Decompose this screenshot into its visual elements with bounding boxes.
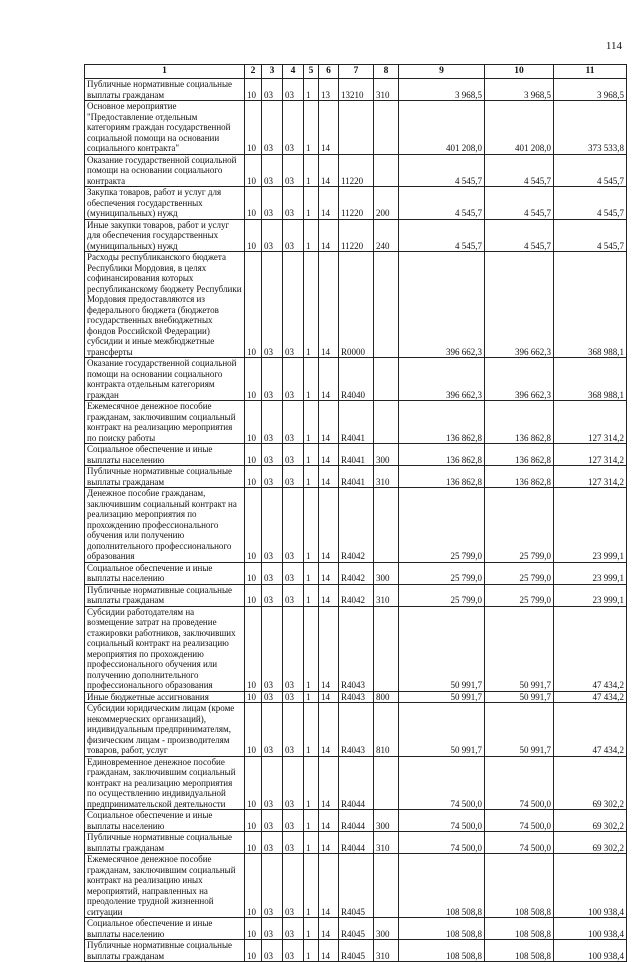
amount-col10-cell: 50 991,7 (485, 703, 554, 757)
amount-col11-cell: 127 314,2 (554, 466, 627, 488)
subsection-code-cell: 03 (262, 101, 283, 155)
col-header: 5 (304, 65, 319, 79)
row-name-cell: Расходы республиканского бюджета Республики Мордовия, в целях софинансирования которых республиканскому бюджету Республики Мордовия предоставляются из федерального бюджета (бюджетов государственных внебюджетных фондов Российской Федерации) субсидии и иные межбюджетные трансферты (85, 252, 245, 358)
program-code-cell: 03 (283, 832, 304, 854)
amount-col10-cell: 396 662,3 (485, 252, 554, 358)
table-row (85, 584, 627, 606)
subprogram-code-cell: 1 (304, 79, 319, 101)
program-code-cell: 03 (283, 401, 304, 444)
subprogram-code-cell: 1 (304, 940, 319, 962)
amount-col10-cell: 4 545,7 (485, 219, 554, 252)
subprogram-code-cell: 1 (304, 918, 319, 940)
section-code-cell: 10 (245, 606, 262, 691)
amount-col11-cell: 47 434,2 (554, 606, 627, 691)
subprogram-code-cell: 1 (304, 703, 319, 757)
amount-col9-cell: 50 991,7 (399, 606, 485, 691)
target-item-code-cell: R4044 (339, 832, 374, 854)
table-row (85, 756, 627, 810)
program-code-cell: 03 (283, 918, 304, 940)
subsection-code-cell: 03 (262, 918, 283, 940)
amount-col9-cell: 401 208,0 (399, 101, 485, 155)
activity-code-cell: 14 (319, 854, 339, 918)
activity-code-cell: 14 (319, 756, 339, 810)
subsection-code-cell: 03 (262, 940, 283, 962)
subprogram-code-cell: 1 (304, 691, 319, 703)
program-code-cell: 03 (283, 187, 304, 220)
section-code-cell: 10 (245, 854, 262, 918)
table-row (85, 488, 627, 563)
table-body (85, 79, 627, 962)
amount-col9-cell: 25 799,0 (399, 488, 485, 563)
row-name-cell: Социальное обеспечение и иные выплаты населению (85, 444, 245, 466)
table-row (85, 466, 627, 488)
expense-type-code-cell: 310 (374, 584, 399, 606)
amount-col11-cell: 368 988,1 (554, 358, 627, 401)
amount-col9-cell: 50 991,7 (399, 691, 485, 703)
amount-col9-cell: 396 662,3 (399, 252, 485, 358)
subsection-code-cell: 03 (262, 488, 283, 563)
subsection-code-cell: 03 (262, 606, 283, 691)
target-item-code-cell: R4042 (339, 488, 374, 563)
target-item-code-cell: R0000 (339, 252, 374, 358)
section-code-cell: 10 (245, 444, 262, 466)
amount-col11-cell: 69 302,2 (554, 832, 627, 854)
amount-col10-cell: 74 500,0 (485, 810, 554, 832)
amount-col10-cell: 25 799,0 (485, 488, 554, 563)
target-item-code-cell (339, 101, 374, 155)
subprogram-code-cell: 1 (304, 810, 319, 832)
activity-code-cell: 14 (319, 703, 339, 757)
amount-col11-cell: 4 545,7 (554, 219, 627, 252)
expense-type-code-cell: 300 (374, 562, 399, 584)
amount-col9-cell: 4 545,7 (399, 219, 485, 252)
col-header: 2 (245, 65, 262, 79)
section-code-cell: 10 (245, 691, 262, 703)
amount-col9-cell: 4 545,7 (399, 154, 485, 187)
activity-code-cell: 14 (319, 401, 339, 444)
section-code-cell: 10 (245, 79, 262, 101)
table-row (85, 187, 627, 220)
section-code-cell: 10 (245, 252, 262, 358)
col-header: 1 (85, 65, 245, 79)
expense-type-code-cell: 310 (374, 832, 399, 854)
amount-col9-cell: 4 545,7 (399, 187, 485, 220)
amount-col9-cell: 74 500,0 (399, 810, 485, 832)
section-code-cell: 10 (245, 832, 262, 854)
col-header: 8 (374, 65, 399, 79)
amount-col9-cell: 396 662,3 (399, 358, 485, 401)
program-code-cell: 03 (283, 444, 304, 466)
subprogram-code-cell: 1 (304, 584, 319, 606)
expense-type-code-cell (374, 854, 399, 918)
activity-code-cell: 14 (319, 606, 339, 691)
subsection-code-cell: 03 (262, 444, 283, 466)
amount-col9-cell: 136 862,8 (399, 466, 485, 488)
expense-type-code-cell (374, 154, 399, 187)
table-row (85, 703, 627, 757)
table-row (85, 691, 627, 703)
program-code-cell: 03 (283, 691, 304, 703)
amount-col9-cell: 25 799,0 (399, 562, 485, 584)
program-code-cell: 03 (283, 358, 304, 401)
row-name-cell: Основное мероприятие "Предоставление отдельным категориям граждан государственной социальной помощи на основании социального контракта" (85, 101, 245, 155)
section-code-cell: 10 (245, 358, 262, 401)
program-code-cell: 03 (283, 562, 304, 584)
table-row (85, 358, 627, 401)
amount-col10-cell: 74 500,0 (485, 832, 554, 854)
section-code-cell: 10 (245, 810, 262, 832)
table-row (85, 918, 627, 940)
section-code-cell: 10 (245, 219, 262, 252)
row-name-cell: Оказание государственной социальной помощи на основании социального контракта отдельным категориям граждан (85, 358, 245, 401)
col-header: 10 (485, 65, 554, 79)
subsection-code-cell: 03 (262, 79, 283, 101)
subprogram-code-cell: 1 (304, 832, 319, 854)
program-code-cell: 03 (283, 703, 304, 757)
table-row (85, 940, 627, 962)
activity-code-cell: 14 (319, 444, 339, 466)
expense-type-code-cell: 240 (374, 219, 399, 252)
activity-code-cell: 14 (319, 358, 339, 401)
table-row (85, 444, 627, 466)
target-item-code-cell: R4045 (339, 918, 374, 940)
table-row (85, 810, 627, 832)
amount-col11-cell: 23 999,1 (554, 488, 627, 563)
expense-type-code-cell (374, 488, 399, 563)
row-name-cell: Публичные нормативные социальные выплаты гражданам (85, 466, 245, 488)
program-code-cell: 03 (283, 219, 304, 252)
amount-col11-cell: 368 988,1 (554, 252, 627, 358)
program-code-cell: 03 (283, 940, 304, 962)
subprogram-code-cell: 1 (304, 488, 319, 563)
amount-col10-cell: 401 208,0 (485, 101, 554, 155)
amount-col11-cell: 4 545,7 (554, 154, 627, 187)
amount-col10-cell: 108 508,8 (485, 918, 554, 940)
target-item-code-cell: R4041 (339, 466, 374, 488)
subsection-code-cell: 03 (262, 252, 283, 358)
row-name-cell: Социальное обеспечение и иные выплаты населению (85, 562, 245, 584)
amount-col11-cell: 100 938,4 (554, 940, 627, 962)
subsection-code-cell: 03 (262, 466, 283, 488)
amount-col10-cell: 25 799,0 (485, 584, 554, 606)
subsection-code-cell: 03 (262, 562, 283, 584)
subprogram-code-cell: 1 (304, 854, 319, 918)
activity-code-cell: 14 (319, 940, 339, 962)
expense-type-code-cell (374, 252, 399, 358)
amount-col10-cell: 50 991,7 (485, 691, 554, 703)
row-name-cell: Социальное обеспечение и иные выплаты населению (85, 918, 245, 940)
program-code-cell: 03 (283, 154, 304, 187)
expense-type-code-cell (374, 756, 399, 810)
table-row (85, 606, 627, 691)
page-number: 114 (605, 40, 622, 52)
activity-code-cell: 14 (319, 219, 339, 252)
expense-type-code-cell: 810 (374, 703, 399, 757)
program-code-cell: 03 (283, 252, 304, 358)
activity-code-cell: 14 (319, 691, 339, 703)
program-code-cell: 03 (283, 606, 304, 691)
section-code-cell: 10 (245, 154, 262, 187)
subprogram-code-cell: 1 (304, 606, 319, 691)
subprogram-code-cell: 1 (304, 252, 319, 358)
subsection-code-cell: 03 (262, 756, 283, 810)
subprogram-code-cell: 1 (304, 466, 319, 488)
expense-type-code-cell: 200 (374, 187, 399, 220)
subprogram-code-cell: 1 (304, 444, 319, 466)
expense-type-code-cell: 300 (374, 810, 399, 832)
program-code-cell: 03 (283, 584, 304, 606)
row-name-cell: Ежемесячное денежное пособие гражданам, заключившим социальный контракт на реализацию иных мероприятий, направленных на преодоление трудной жизненной ситуации (85, 854, 245, 918)
amount-col11-cell: 47 434,2 (554, 703, 627, 757)
section-code-cell: 10 (245, 918, 262, 940)
amount-col11-cell: 47 434,2 (554, 691, 627, 703)
section-code-cell: 10 (245, 756, 262, 810)
amount-col10-cell: 136 862,8 (485, 444, 554, 466)
row-name-cell: Ежемесячное денежное пособие гражданам, заключившим социальный контракт на реализацию мероприятия по поиску работы (85, 401, 245, 444)
expense-type-code-cell: 310 (374, 79, 399, 101)
row-name-cell: Иные бюджетные ассигнования (85, 691, 245, 703)
subprogram-code-cell: 1 (304, 562, 319, 584)
col-header: 9 (399, 65, 485, 79)
table-row (85, 401, 627, 444)
amount-col9-cell: 108 508,8 (399, 918, 485, 940)
subsection-code-cell: 03 (262, 187, 283, 220)
row-name-cell: Закупка товаров, работ и услуг для обеспечения государственных (муниципальных) нужд (85, 187, 245, 220)
expense-type-code-cell (374, 358, 399, 401)
amount-col9-cell: 50 991,7 (399, 703, 485, 757)
amount-col11-cell: 23 999,1 (554, 562, 627, 584)
section-code-cell: 10 (245, 187, 262, 220)
activity-code-cell: 14 (319, 252, 339, 358)
amount-col10-cell: 108 508,8 (485, 854, 554, 918)
row-name-cell: Публичные нормативные социальные выплаты гражданам (85, 940, 245, 962)
amount-col10-cell: 50 991,7 (485, 606, 554, 691)
target-item-code-cell: R4043 (339, 606, 374, 691)
expense-type-code-cell (374, 101, 399, 155)
amount-col10-cell: 136 862,8 (485, 401, 554, 444)
amount-col9-cell: 74 500,0 (399, 832, 485, 854)
table-row (85, 154, 627, 187)
target-item-code-cell: R4045 (339, 854, 374, 918)
col-header: 4 (283, 65, 304, 79)
row-name-cell: Публичные нормативные социальные выплаты гражданам (85, 584, 245, 606)
expense-type-code-cell: 310 (374, 466, 399, 488)
table-row (85, 101, 627, 155)
amount-col9-cell: 74 500,0 (399, 756, 485, 810)
section-code-cell: 10 (245, 562, 262, 584)
target-item-code-cell: R4044 (339, 810, 374, 832)
amount-col9-cell: 108 508,8 (399, 854, 485, 918)
activity-code-cell: 14 (319, 154, 339, 187)
program-code-cell: 03 (283, 810, 304, 832)
amount-col10-cell: 3 968,5 (485, 79, 554, 101)
subsection-code-cell: 03 (262, 401, 283, 444)
section-code-cell: 10 (245, 466, 262, 488)
amount-col11-cell: 4 545,7 (554, 187, 627, 220)
table-row (85, 562, 627, 584)
row-name-cell: Социальное обеспечение и иные выплаты населению (85, 810, 245, 832)
row-name-cell: Субсидии юридическим лицам (кроме некоммерческих организаций), индивидуальным предпринимателям, физическим лицам - производителям товаров, работ, услуг (85, 703, 245, 757)
target-item-code-cell: R4041 (339, 444, 374, 466)
row-name-cell: Иные закупки товаров, работ и услуг для обеспечения государственных (муниципальных) нужд (85, 219, 245, 252)
section-code-cell: 10 (245, 401, 262, 444)
row-name-cell: Субсидии работодателям на возмещение затрат на проведение стажировки работников, заключивших социальный контракт на реализацию мероприятия по прохождению профессионального обучения или получению дополнительного профессионального образования (85, 606, 245, 691)
target-item-code-cell: 11220 (339, 154, 374, 187)
table-row (85, 854, 627, 918)
col-header: 3 (262, 65, 283, 79)
table-row (85, 219, 627, 252)
table-row (85, 832, 627, 854)
subsection-code-cell: 03 (262, 832, 283, 854)
section-code-cell: 10 (245, 703, 262, 757)
subsection-code-cell: 03 (262, 703, 283, 757)
expense-type-code-cell: 300 (374, 444, 399, 466)
subprogram-code-cell: 1 (304, 756, 319, 810)
target-item-code-cell: R4045 (339, 940, 374, 962)
section-code-cell: 10 (245, 940, 262, 962)
target-item-code-cell: 11220 (339, 219, 374, 252)
expense-type-code-cell (374, 401, 399, 444)
subsection-code-cell: 03 (262, 219, 283, 252)
row-name-cell: Публичные нормативные социальные выплаты гражданам (85, 832, 245, 854)
amount-col9-cell: 108 508,8 (399, 940, 485, 962)
amount-col10-cell: 25 799,0 (485, 562, 554, 584)
row-name-cell: Оказание государственной социальной помощи на основании социального контракта (85, 154, 245, 187)
col-header: 7 (339, 65, 374, 79)
subprogram-code-cell: 1 (304, 187, 319, 220)
amount-col10-cell: 136 862,8 (485, 466, 554, 488)
amount-col11-cell: 3 968,5 (554, 79, 627, 101)
amount-col11-cell: 100 938,4 (554, 918, 627, 940)
amount-col11-cell: 127 314,2 (554, 444, 627, 466)
row-name-cell: Денежное пособие гражданам, заключившим социальный контракт на реализацию мероприятия по прохождению профессионального обучения или получению дополнительного профессионального образования (85, 488, 245, 563)
target-item-code-cell: R4044 (339, 756, 374, 810)
program-code-cell: 03 (283, 756, 304, 810)
amount-col11-cell: 23 999,1 (554, 584, 627, 606)
subsection-code-cell: 03 (262, 810, 283, 832)
activity-code-cell: 14 (319, 466, 339, 488)
target-item-code-cell: R4043 (339, 691, 374, 703)
col-header: 6 (319, 65, 339, 79)
activity-code-cell: 14 (319, 562, 339, 584)
amount-col9-cell: 136 862,8 (399, 444, 485, 466)
amount-col11-cell: 69 302,2 (554, 756, 627, 810)
subsection-code-cell: 03 (262, 691, 283, 703)
activity-code-cell: 14 (319, 101, 339, 155)
activity-code-cell: 14 (319, 187, 339, 220)
program-code-cell: 03 (283, 79, 304, 101)
table-row (85, 252, 627, 358)
expense-type-code-cell: 310 (374, 940, 399, 962)
col-header: 11 (554, 65, 627, 79)
amount-col10-cell: 396 662,3 (485, 358, 554, 401)
target-item-code-cell: R4041 (339, 401, 374, 444)
activity-code-cell: 14 (319, 918, 339, 940)
program-code-cell: 03 (283, 488, 304, 563)
program-code-cell: 03 (283, 466, 304, 488)
program-code-cell: 03 (283, 854, 304, 918)
amount-col10-cell: 4 545,7 (485, 154, 554, 187)
amount-col11-cell: 100 938,4 (554, 854, 627, 918)
amount-col10-cell: 108 508,8 (485, 940, 554, 962)
amount-col9-cell: 136 862,8 (399, 401, 485, 444)
section-code-cell: 10 (245, 101, 262, 155)
row-name-cell: Единовременное денежное пособие гражданам, заключившим социальный контракт на реализацию мероприятия по осуществлению индивидуальной предпринимательской деятельности (85, 756, 245, 810)
program-code-cell: 03 (283, 101, 304, 155)
target-item-code-cell: R4040 (339, 358, 374, 401)
expense-type-code-cell: 300 (374, 918, 399, 940)
amount-col10-cell: 74 500,0 (485, 756, 554, 810)
amount-col9-cell: 3 968,5 (399, 79, 485, 101)
target-item-code-cell: R4042 (339, 584, 374, 606)
subsection-code-cell: 03 (262, 854, 283, 918)
activity-code-cell: 14 (319, 584, 339, 606)
subprogram-code-cell: 1 (304, 358, 319, 401)
amount-col10-cell: 4 545,7 (485, 187, 554, 220)
section-code-cell: 10 (245, 584, 262, 606)
header-row (85, 65, 627, 79)
subprogram-code-cell: 1 (304, 219, 319, 252)
subsection-code-cell: 03 (262, 358, 283, 401)
subsection-code-cell: 03 (262, 584, 283, 606)
expense-type-code-cell: 800 (374, 691, 399, 703)
subsection-code-cell: 03 (262, 154, 283, 187)
subprogram-code-cell: 1 (304, 154, 319, 187)
amount-col11-cell: 373 533,8 (554, 101, 627, 155)
target-item-code-cell: R4043 (339, 703, 374, 757)
activity-code-cell: 14 (319, 488, 339, 563)
activity-code-cell: 13 (319, 79, 339, 101)
target-item-code-cell: 13210 (339, 79, 374, 101)
expense-type-code-cell (374, 606, 399, 691)
section-code-cell: 10 (245, 488, 262, 563)
target-item-code-cell: R4042 (339, 562, 374, 584)
table-row (85, 79, 627, 101)
target-item-code-cell: 11220 (339, 187, 374, 220)
row-name-cell: Публичные нормативные социальные выплаты гражданам (85, 79, 245, 101)
amount-col11-cell: 69 302,2 (554, 810, 627, 832)
activity-code-cell: 14 (319, 810, 339, 832)
amount-col9-cell: 25 799,0 (399, 584, 485, 606)
budget-table (84, 64, 627, 962)
subprogram-code-cell: 1 (304, 401, 319, 444)
activity-code-cell: 14 (319, 832, 339, 854)
amount-col11-cell: 127 314,2 (554, 401, 627, 444)
subprogram-code-cell: 1 (304, 101, 319, 155)
